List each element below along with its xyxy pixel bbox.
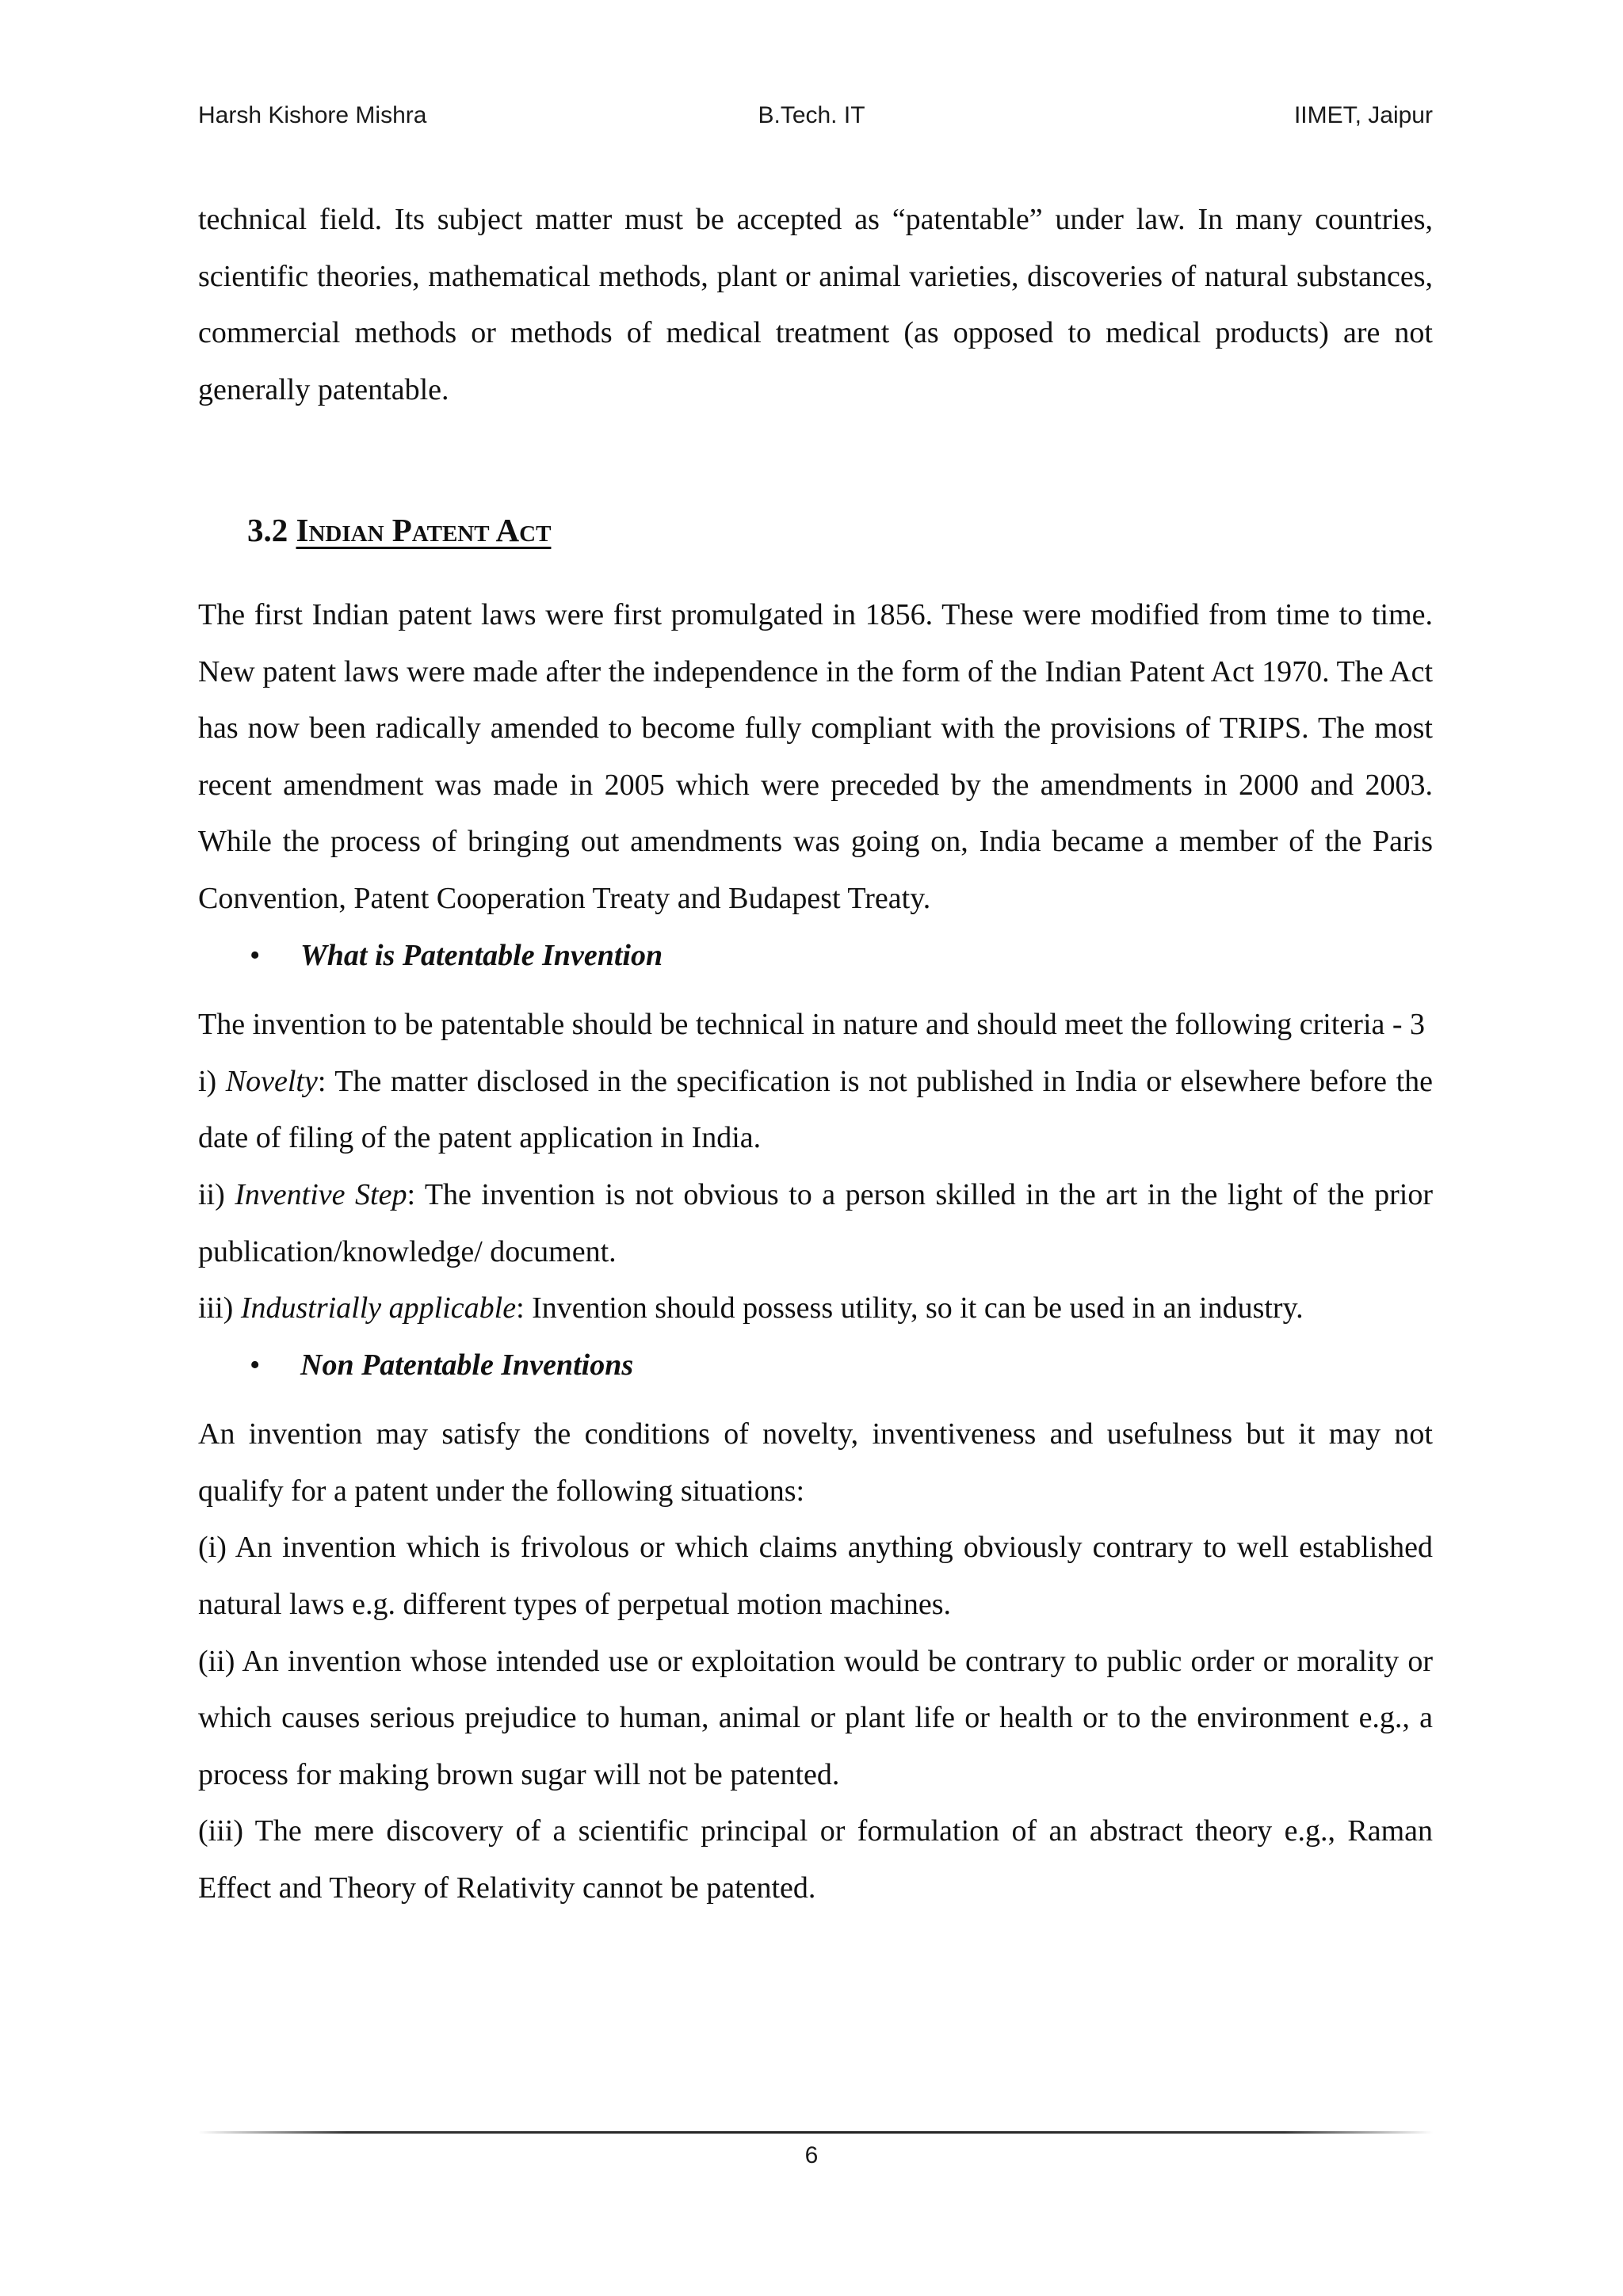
criterion-number: iii) (198, 1291, 241, 1325)
section-title: Indian Patent Act (296, 512, 552, 549)
criterion-term: Industrially applicable (240, 1291, 517, 1325)
criterion-novelty (198, 1054, 1433, 1167)
criterion-number: i) (198, 1064, 226, 1098)
page-number: 6 (804, 2142, 819, 2168)
intro-paragraph: technical field. Its subject matter must be accepted as “patentable” under law. In many countries, scientific theories, mathematical methods, plant or animal varieties, discoveries of natural substances, commercial methods or methods of medical treatment (as opposed to medical products) are not generally patentable. (198, 203, 1433, 406)
criterion-industrial (198, 1280, 1433, 1337)
bullet-patentable (198, 928, 1433, 985)
patentable-intro: The invention to be patentable should be technical in nature and should meet the following criteria - 3 (198, 1008, 1426, 1042)
non-patentable-item: (iii) The mere discovery of a scientific principal or formulation of an abstract theory e.g., Raman Effect and Theory of Relativity cannot be patented. (198, 1814, 1433, 1905)
section-heading (198, 502, 1433, 559)
criterion-term: Inventive Step (235, 1177, 407, 1211)
page-body (198, 192, 1433, 1917)
header-author: Harsh Kishore Mishra (198, 102, 427, 128)
patentable-heading: What is Patentable Invention (300, 938, 663, 972)
bullet-non-patentable (198, 1337, 1433, 1394)
section-paragraph: The first Indian patent laws were first promulgated in 1856. These were modified from time to time. New patent laws were made after the independence in the form of the Indian Patent Act 1970. The Act has now been radically amended to become fully compliant with the provisions of TRIPS. The most recent amendment was made in 2005 which were preceded by the amendments in 2000 and 2003. While the process of bringing out amendments was going on, India became a member of the Paris Convention, Patent Cooperation Treaty and Budapest Treaty. (198, 597, 1433, 915)
non-patentable-intro: An invention may satisfy the conditions of novelty, inventiveness and usefulness but it may not qualify for a patent under the following situations: (198, 1417, 1433, 1508)
criterion-text: : Invention should possess utility, so it can be used in an industry. (516, 1291, 1304, 1325)
section-number: 3.2 (247, 512, 288, 549)
non-patentable-heading: Non Patentable Inventions (300, 1348, 634, 1382)
criterion-inventive-step (198, 1167, 1433, 1280)
bullet-icon: • (250, 938, 261, 972)
criterion-number: ii) (198, 1177, 235, 1211)
non-patentable-item: (i) An invention which is frivolous or which claims anything obviously contrary to well established natural laws e.g. different types of perpetual motion machines. (198, 1531, 1433, 1622)
footer-divider (198, 2131, 1433, 2134)
header-institute: IIMET, Jaipur (1293, 102, 1433, 128)
criterion-text: : The matter disclosed in the specification is not published in India or elsewhere before the date of filing of the patent application in India. (198, 1064, 1433, 1155)
criterion-text: : The invention is not obvious to a person skilled in the art in the light of the prior publication/knowledge/ document. (198, 1177, 1433, 1268)
header-course: B.Tech. IT (758, 102, 865, 128)
non-patentable-item: (ii) An invention whose intended use or exploitation would be contrary to public order or morality or which causes serious prejudice to human, animal or plant life or health or to the environment e.g., a process for making brown sugar will not be patented. (198, 1644, 1433, 1791)
bullet-icon: • (250, 1348, 261, 1382)
criterion-term: Novelty (225, 1064, 318, 1098)
